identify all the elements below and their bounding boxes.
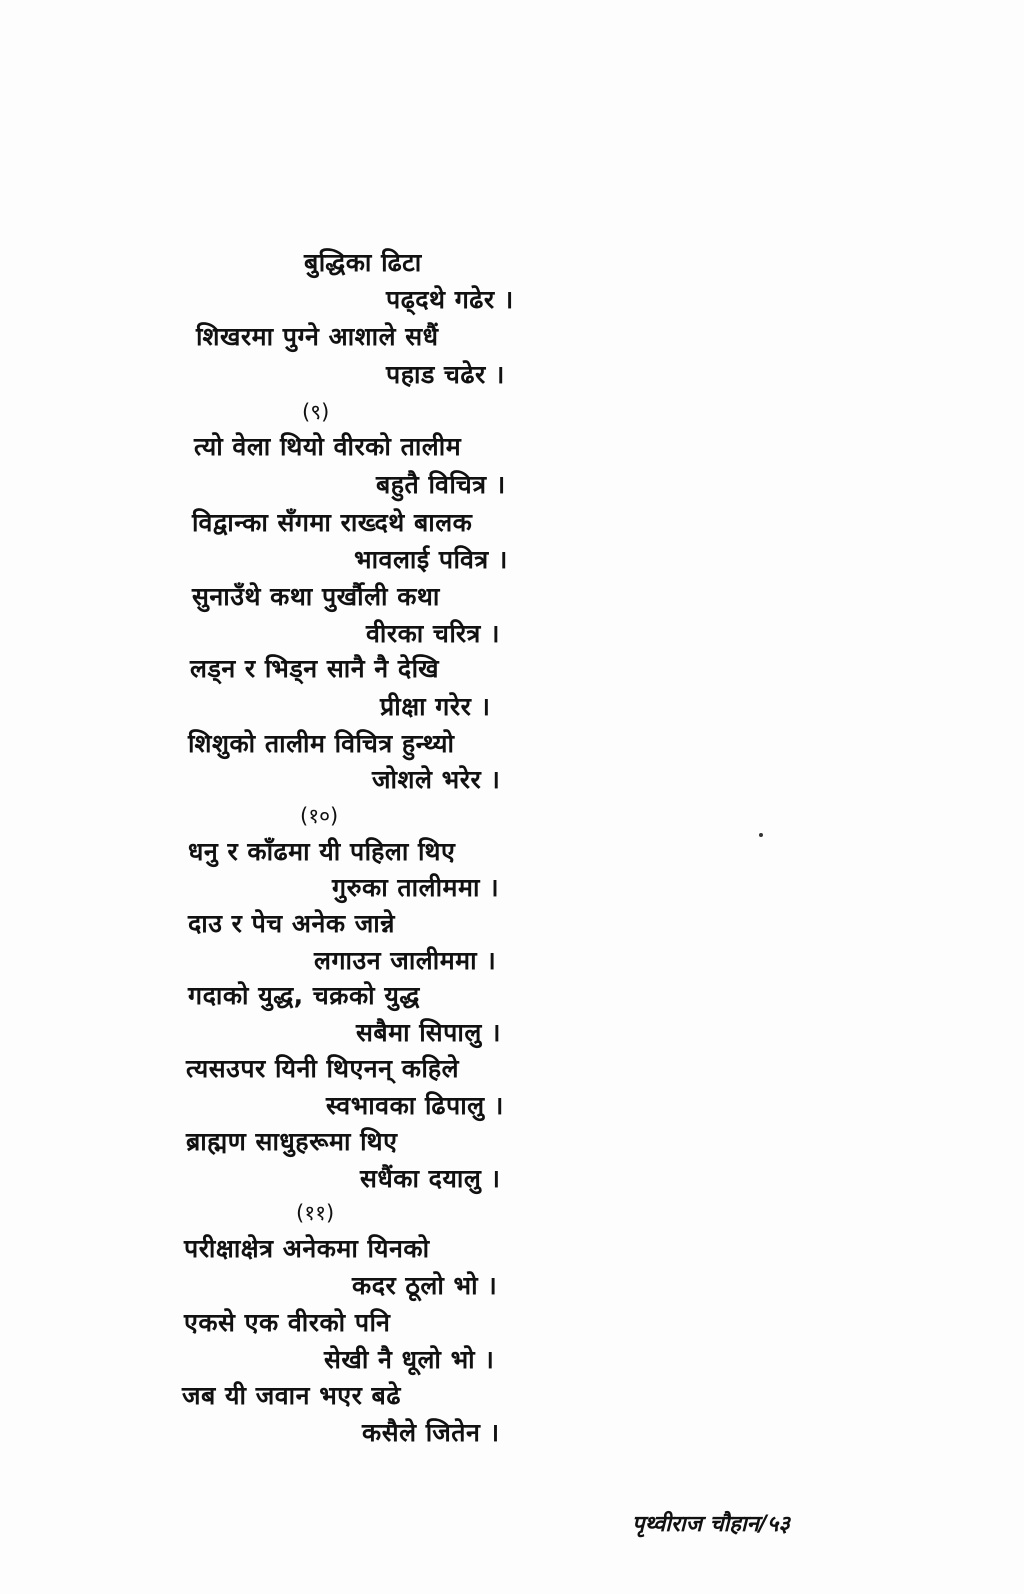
poem-line: सधैंका दयालु । xyxy=(360,1164,501,1193)
poem-line: विद्वान्का सँगमा राख्दथे बालक xyxy=(192,508,473,537)
poem-line: स्वभावका ढिपालु । xyxy=(326,1091,504,1120)
poem-line: त्यो वेला थियो वीरको तालीम xyxy=(194,432,462,461)
poem-line: वीरका चरित्र । xyxy=(366,619,501,648)
running-footer: पृथ्वीराज चौहान/५३ xyxy=(632,1512,790,1537)
poem-line: कसैले जितेन । xyxy=(362,1418,500,1447)
stanza-number: (११) xyxy=(296,1201,335,1225)
poem-line: सुनाउँथे कथा पुर्खौली कथा xyxy=(192,582,440,611)
poem-line: पढ्दथे गढेर । xyxy=(386,285,514,314)
poem-line: शिशुको तालीम विचित्र हुन्थ्यो xyxy=(188,729,455,758)
stanza-number: (९) xyxy=(302,400,330,424)
poem-line: गदाको युद्ध, चक्रको युद्ध xyxy=(188,981,420,1010)
poem-line: एकसे एक वीरको पनि xyxy=(184,1308,391,1337)
poem-line: बहुतै विचित्र । xyxy=(376,470,506,499)
poem-line: प्रीक्षा गरेर । xyxy=(380,692,491,721)
poem-line: जोशले भरेर । xyxy=(372,765,501,794)
poem-line: बुद्धिका ढिटा xyxy=(304,248,422,277)
poem-line: सबैमा सिपालु । xyxy=(356,1018,501,1047)
ink-speck xyxy=(759,833,763,837)
poem-line: शिखरमा पुग्ने आशाले सधैं xyxy=(196,322,439,351)
poem-line: लड्न र भिड्न सानै नै देखि xyxy=(190,654,440,683)
poem-line: ब्राह्मण साधुहरूमा थिए xyxy=(186,1127,398,1156)
poem-line: त्यसउपर यिनी थिएनन् कहिले xyxy=(186,1054,460,1083)
poem-line: धनु र काँढमा यी पहिला थिए xyxy=(188,837,456,866)
poem-line: परीक्षाक्षेत्र अनेकमा यिनको xyxy=(184,1234,430,1263)
poem-line: जब यी जवान भएर बढे xyxy=(182,1381,401,1410)
stanza-number: (१०) xyxy=(300,804,339,828)
poem-line: दाउ र पेच अनेक जान्ने xyxy=(188,909,396,938)
poem-line: भावलाई पवित्र । xyxy=(354,545,508,574)
poem-line: सेखी नै धूलो भो । xyxy=(324,1345,495,1374)
poem-line: गुरुका तालीममा । xyxy=(332,873,500,902)
poem-line: कदर ठूलो भो । xyxy=(352,1271,498,1300)
poem-line: लगाउन जालीममा । xyxy=(314,946,497,975)
poem-line: पहाड चढेर । xyxy=(386,360,505,389)
